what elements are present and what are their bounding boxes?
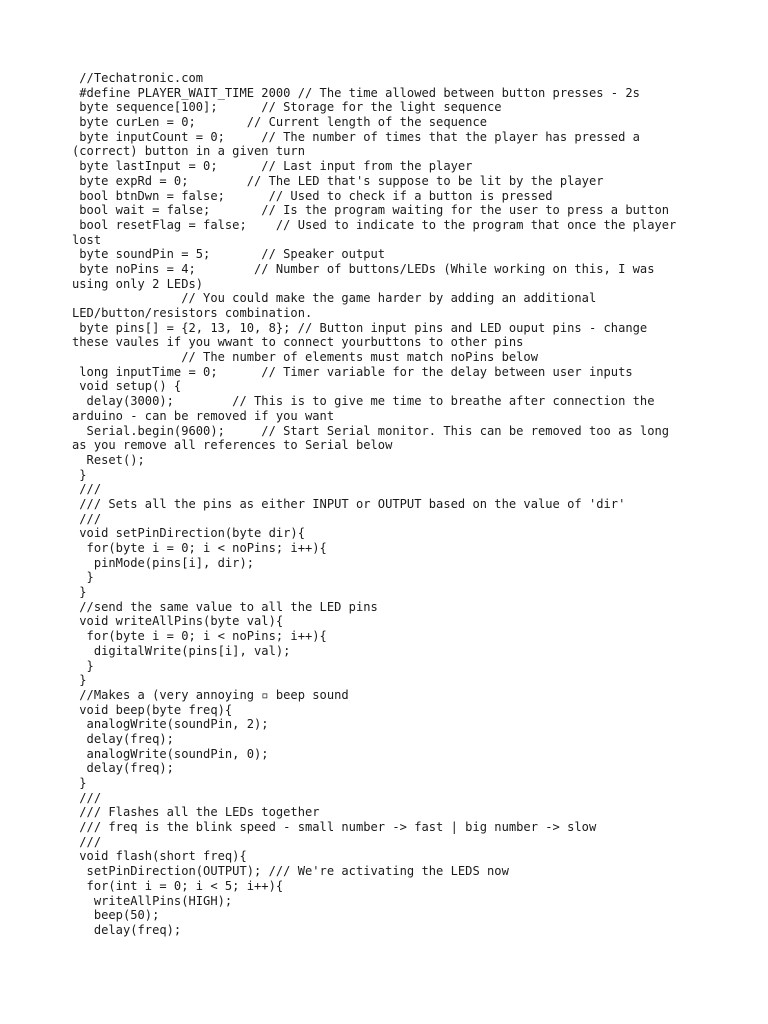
- code-line: analogWrite(soundPin, 2);: [72, 717, 269, 732]
- code-line: byte soundPin = 5; // Speaker output: [72, 247, 386, 262]
- code-line: lost: [72, 232, 102, 247]
- code-line: byte curLen = 0; // Current length of the sequence: [72, 115, 488, 130]
- code-line: // You could make the game harder by adding an additional: [72, 291, 597, 306]
- code-line: void setPinDirection(byte dir){: [72, 526, 305, 541]
- code-line: for(byte i = 0; i < noPins; i++){: [72, 541, 327, 555]
- code-line: for(byte i = 0; i < noPins; i++){: [72, 629, 327, 644]
- code-line: }: [72, 776, 87, 790]
- code-line: delay(freq);: [72, 922, 182, 937]
- code-line: delay(freq);: [72, 731, 174, 746]
- code-line: #define PLAYER_WAIT_TIME 2000 // The time allowed between button presses - 2s: [72, 85, 640, 100]
- code-line: ///: [72, 482, 102, 497]
- code-line: void writeAllPins(byte val){: [72, 614, 284, 629]
- code-line: using only 2 LEDs): [72, 276, 204, 291]
- code-line: digitalWrite(pins[i], val);: [72, 643, 291, 658]
- code-line: ///: [72, 511, 102, 526]
- code-line: }: [72, 585, 87, 600]
- code-line: byte inputCount = 0; // The number of times that the player has pressed a: [72, 129, 640, 144]
- code-line: setPinDirection(OUTPUT); /// We're activating the LEDS now: [72, 864, 509, 879]
- code-line: /// Flashes all the LEDs together: [72, 805, 320, 820]
- code-line: void setup() {: [72, 379, 182, 394]
- code-line: //Techatronic.com: [72, 71, 204, 85]
- code-line: as you remove all references to Serial below: [72, 438, 393, 453]
- code-line: byte expRd = 0; // The LED that's suppose to be lit by the player: [72, 173, 604, 188]
- code-line: byte noPins = 4; // Number of buttons/LEDs (While working on this, I was: [72, 261, 655, 276]
- code-document: [72, 71, 712, 938]
- code-line: pinMode(pins[i], dir);: [72, 555, 255, 570]
- code-line: ///: [72, 834, 102, 849]
- code-line: ///: [72, 790, 102, 805]
- code-line: bool wait = false; // Is the program waiting for the user to press a button: [72, 203, 670, 218]
- code-line: these vaules if you wwant to connect yourbuttons to other pins: [72, 335, 524, 350]
- code-line: for(int i = 0; i < 5; i++){: [72, 878, 284, 893]
- code-line: void beep(byte freq){: [72, 702, 233, 717]
- code-line: bool resetFlag = false; // Used to indicate to the program that once the player: [72, 217, 677, 232]
- code-line: }: [72, 673, 87, 688]
- code-line: (correct) button in a given turn: [72, 144, 305, 159]
- code-line: Reset();: [72, 452, 145, 467]
- code-line: delay(3000); // This is to give me time to breathe after connection the: [72, 394, 655, 409]
- code-line: /// freq is the blink speed - small number -> fast | big number -> slow: [72, 820, 597, 835]
- code-line: arduino - can be removed if you want: [72, 408, 335, 423]
- code-line: bool btnDwn = false; // Used to check if a button is pressed: [72, 188, 553, 203]
- code-line: Serial.begin(9600); // Start Serial monitor. This can be removed too as long: [72, 423, 670, 438]
- code-line: LED/button/resistors combination.: [72, 306, 313, 320]
- code-line: byte lastInput = 0; // Last input from the player: [72, 159, 473, 174]
- code-line: //Makes a (very annoying ▫ beep sound: [72, 687, 349, 702]
- code-line: writeAllPins(HIGH);: [72, 893, 233, 908]
- code-line: //send the same value to all the LED pins: [72, 599, 378, 614]
- code-line: }: [72, 658, 94, 673]
- code-line: /// Sets all the pins as either INPUT or OUTPUT based on the value of 'dir': [72, 496, 626, 511]
- code-line: long inputTime = 0; // Timer variable for the delay between user inputs: [72, 364, 633, 379]
- code-line: byte sequence[100]; // Storage for the light sequence: [72, 100, 502, 115]
- code-line: // The number of elements must match noPins below: [72, 350, 538, 365]
- code-line: delay(freq);: [72, 761, 174, 776]
- code-line: }: [72, 467, 87, 482]
- code-line: }: [72, 570, 94, 585]
- code-line: analogWrite(soundPin, 0);: [72, 746, 269, 761]
- code-line: byte pins[] = {2, 13, 10, 8}; // Button input pins and LED ouput pins - change: [72, 320, 648, 335]
- code-line: void flash(short freq){: [72, 849, 247, 864]
- code-line: beep(50);: [72, 908, 160, 923]
